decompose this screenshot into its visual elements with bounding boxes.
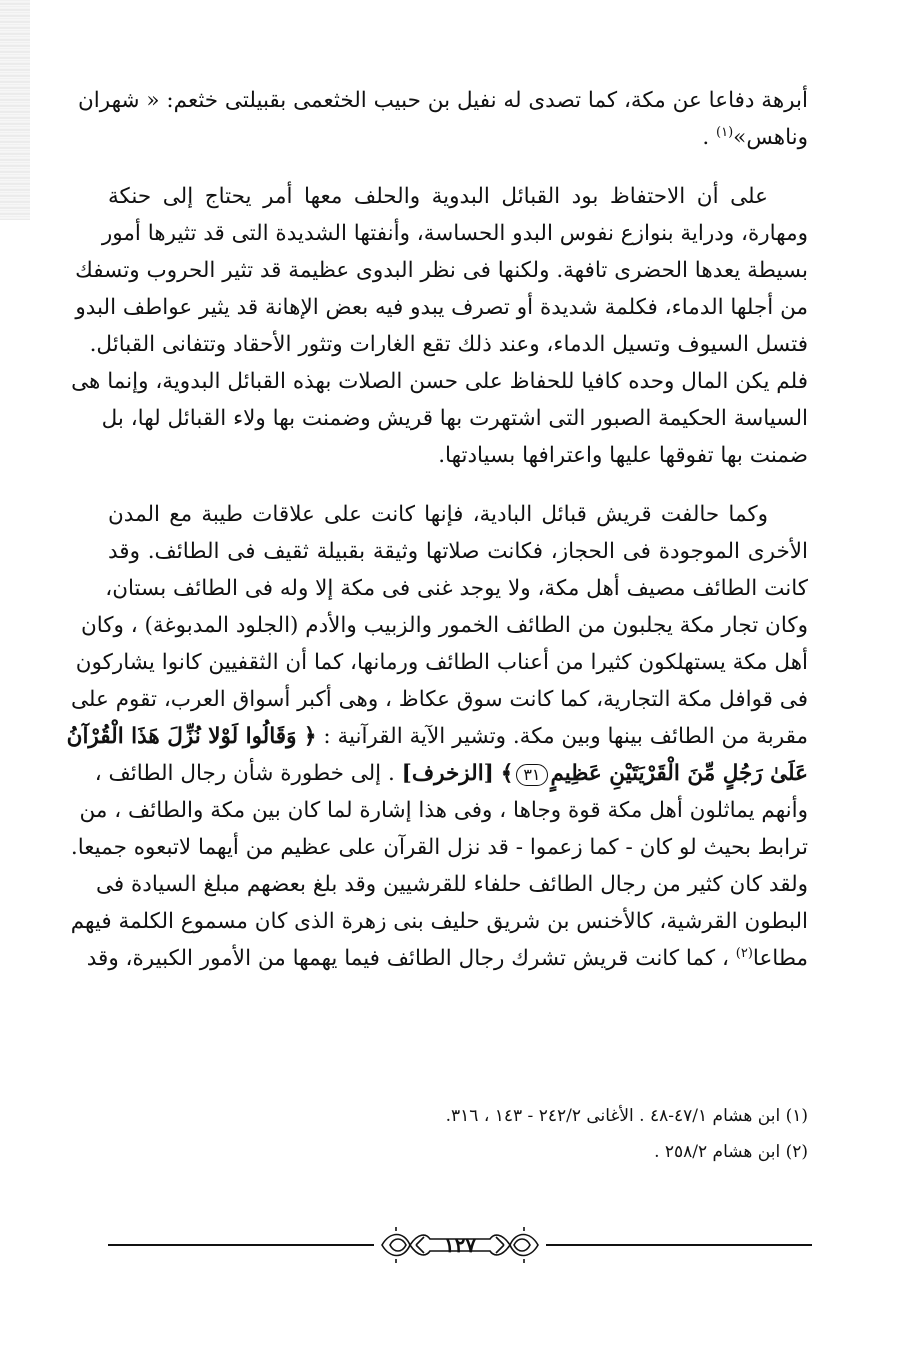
footer-rule-left [108, 1244, 374, 1246]
text-line: السياسة الحكيمة الصبور التى اشتهرت بها قريش وضمنت بها ولاء القبائل لها، بل [101, 406, 808, 431]
page-body [66, 82, 808, 977]
page-edge-shadow [0, 0, 30, 220]
text-line [94, 755, 808, 792]
verse-number-marker: ٣١ [516, 764, 547, 786]
quran-close-bracket: ﴾ [500, 761, 514, 786]
text-line: أهل مكة يستهلكون كثيرا من أعناب الطائف ورمانها، كما أن الثقفيين كانوا يشاركون [75, 650, 808, 675]
paragraph-2 [71, 178, 808, 474]
text-line: فلم يكن المال وحده كافيا للحفاظ على حسن الصلات بهذه القبائل البدوية، وإنما هى [71, 369, 808, 394]
text-line: الأخرى الموجودة فى الحجاز، فكانت صلاتها وثيقة بقبيلة ثقيف فى الطائف. وقد [108, 539, 808, 564]
text-fragment: مقربة من الطائف بينها وبين مكة. وتشير الآية القرآنية : [323, 724, 808, 749]
footnote-ref-2: (٢) [735, 945, 753, 961]
quran-verse-part-1: ﴿ وَقَالُوا لَوْلا نُزِّلَ هَذَا الْقُرْآنُ [66, 724, 317, 749]
quran-source: [الزخرف] [401, 761, 494, 786]
text-line: على أن الاحتفاظ بود القبائل البدوية والحلف معها أمر يحتاج إلى حنكة [108, 184, 768, 209]
text-line: من أجلها الدماء، فكلمة شديدة أو تصرف يبدو فيه بعض الإهانة قد يثير عواطف البدو [75, 295, 808, 320]
text-line: كانت الطائف مصيف أهل مكة، ولا يوجد غنى فى مكة إلا وله فى الطائف بستان، [105, 576, 808, 601]
text-line: ومهارة، ودراية بنوازع نفوس البدو الحساسة، وأنفتها الشديدة التى قد تثيرها أمور [101, 221, 808, 246]
text-line: وأنهم يماثلون أهل مكة قوة وجاها ، وفى هذا إشارة لما كان بين مكة والطائف ، من [79, 798, 808, 823]
footnote-ref-1: (١) [716, 124, 734, 140]
quran-verse-part-2: عَلَىٰ رَجُلٍ مِّنَ الْقَرْيَتَيْنِ عَظِيمٍ [550, 761, 808, 786]
text-line: وكان تجار مكة يجلبون من الطائف الخمور والزبيب والأدم (الجلود المدبوغة) ، وكان [80, 613, 808, 638]
paragraph-1 [78, 82, 808, 156]
page-number: ١٢٧ [443, 1233, 477, 1257]
text-line: فتسل السيوف وتسيل الدماء، وعند ذلك تقع الغارات وتثور الأحقاد وتتفانى القبائل. [89, 332, 808, 357]
text-line: أبرهة دفاعا عن مكة، كما تصدى له نفيل بن حبيب الخثعمى بقبيلتى خثعم: « شهران [78, 88, 808, 113]
text-fragment: مطاعا [752, 946, 808, 971]
text-line: وكما حالفت قريش قبائل البادية، فإنها كانت على علاقات طيبة مع المدن [108, 502, 768, 527]
text-fragment: وناهس» [733, 125, 808, 150]
text-fragment: ، كما كانت قريش تشرك رجال الطائف فيما يهمها من الأمور الكبيرة، وقد [86, 946, 729, 971]
text-line [66, 718, 808, 755]
text-line: البطون القرشية، كالأخنس بن شريق حليف بنى زهرة الذى كان مسموع الكلمة فيهم [70, 909, 808, 934]
text-fragment: . [702, 125, 710, 150]
text-line: ضمنت بها تفوقها عليها واعترافها بسيادتها. [438, 443, 808, 468]
footnote-2: (٢) ابن هشام ٢٥٨/٢ . [654, 1142, 808, 1162]
footnote-1: (١) ابن هشام ٤٧/١-٤٨ . الأغانى ٢٤٢/٢ - ١٤٣ ، ٣١٦. [445, 1106, 808, 1126]
text-line: فى قوافل مكة التجارية، كما كانت سوق عكاظ ، وهى أكبر أسواق العرب، تقوم على [71, 687, 808, 712]
text-line: بسيطة يعدها الحضرى تافهة. ولكنها فى نظر البدوى عظيمة قد تثير الحروب وتسفك [75, 258, 808, 283]
text-line: ترابط بحيث لو كان - كما زعموا - قد نزل القرآن على عظيم من أيهما لاتبعوه جميعا. [70, 835, 808, 860]
page-footer [108, 1225, 812, 1265]
footer-rule-right [546, 1244, 812, 1246]
text-line: ولقد كان كثير من رجال الطائف حلفاء للقرشيين وقد بلغ بعضهم مبلغ السيادة فى [95, 872, 808, 897]
text-line [86, 940, 808, 977]
paragraph-3 [66, 496, 808, 977]
text-fragment: . إلى خطورة شأن رجال الطائف ، [94, 761, 395, 786]
text-line [108, 119, 808, 156]
footnotes-section [108, 1098, 808, 1170]
